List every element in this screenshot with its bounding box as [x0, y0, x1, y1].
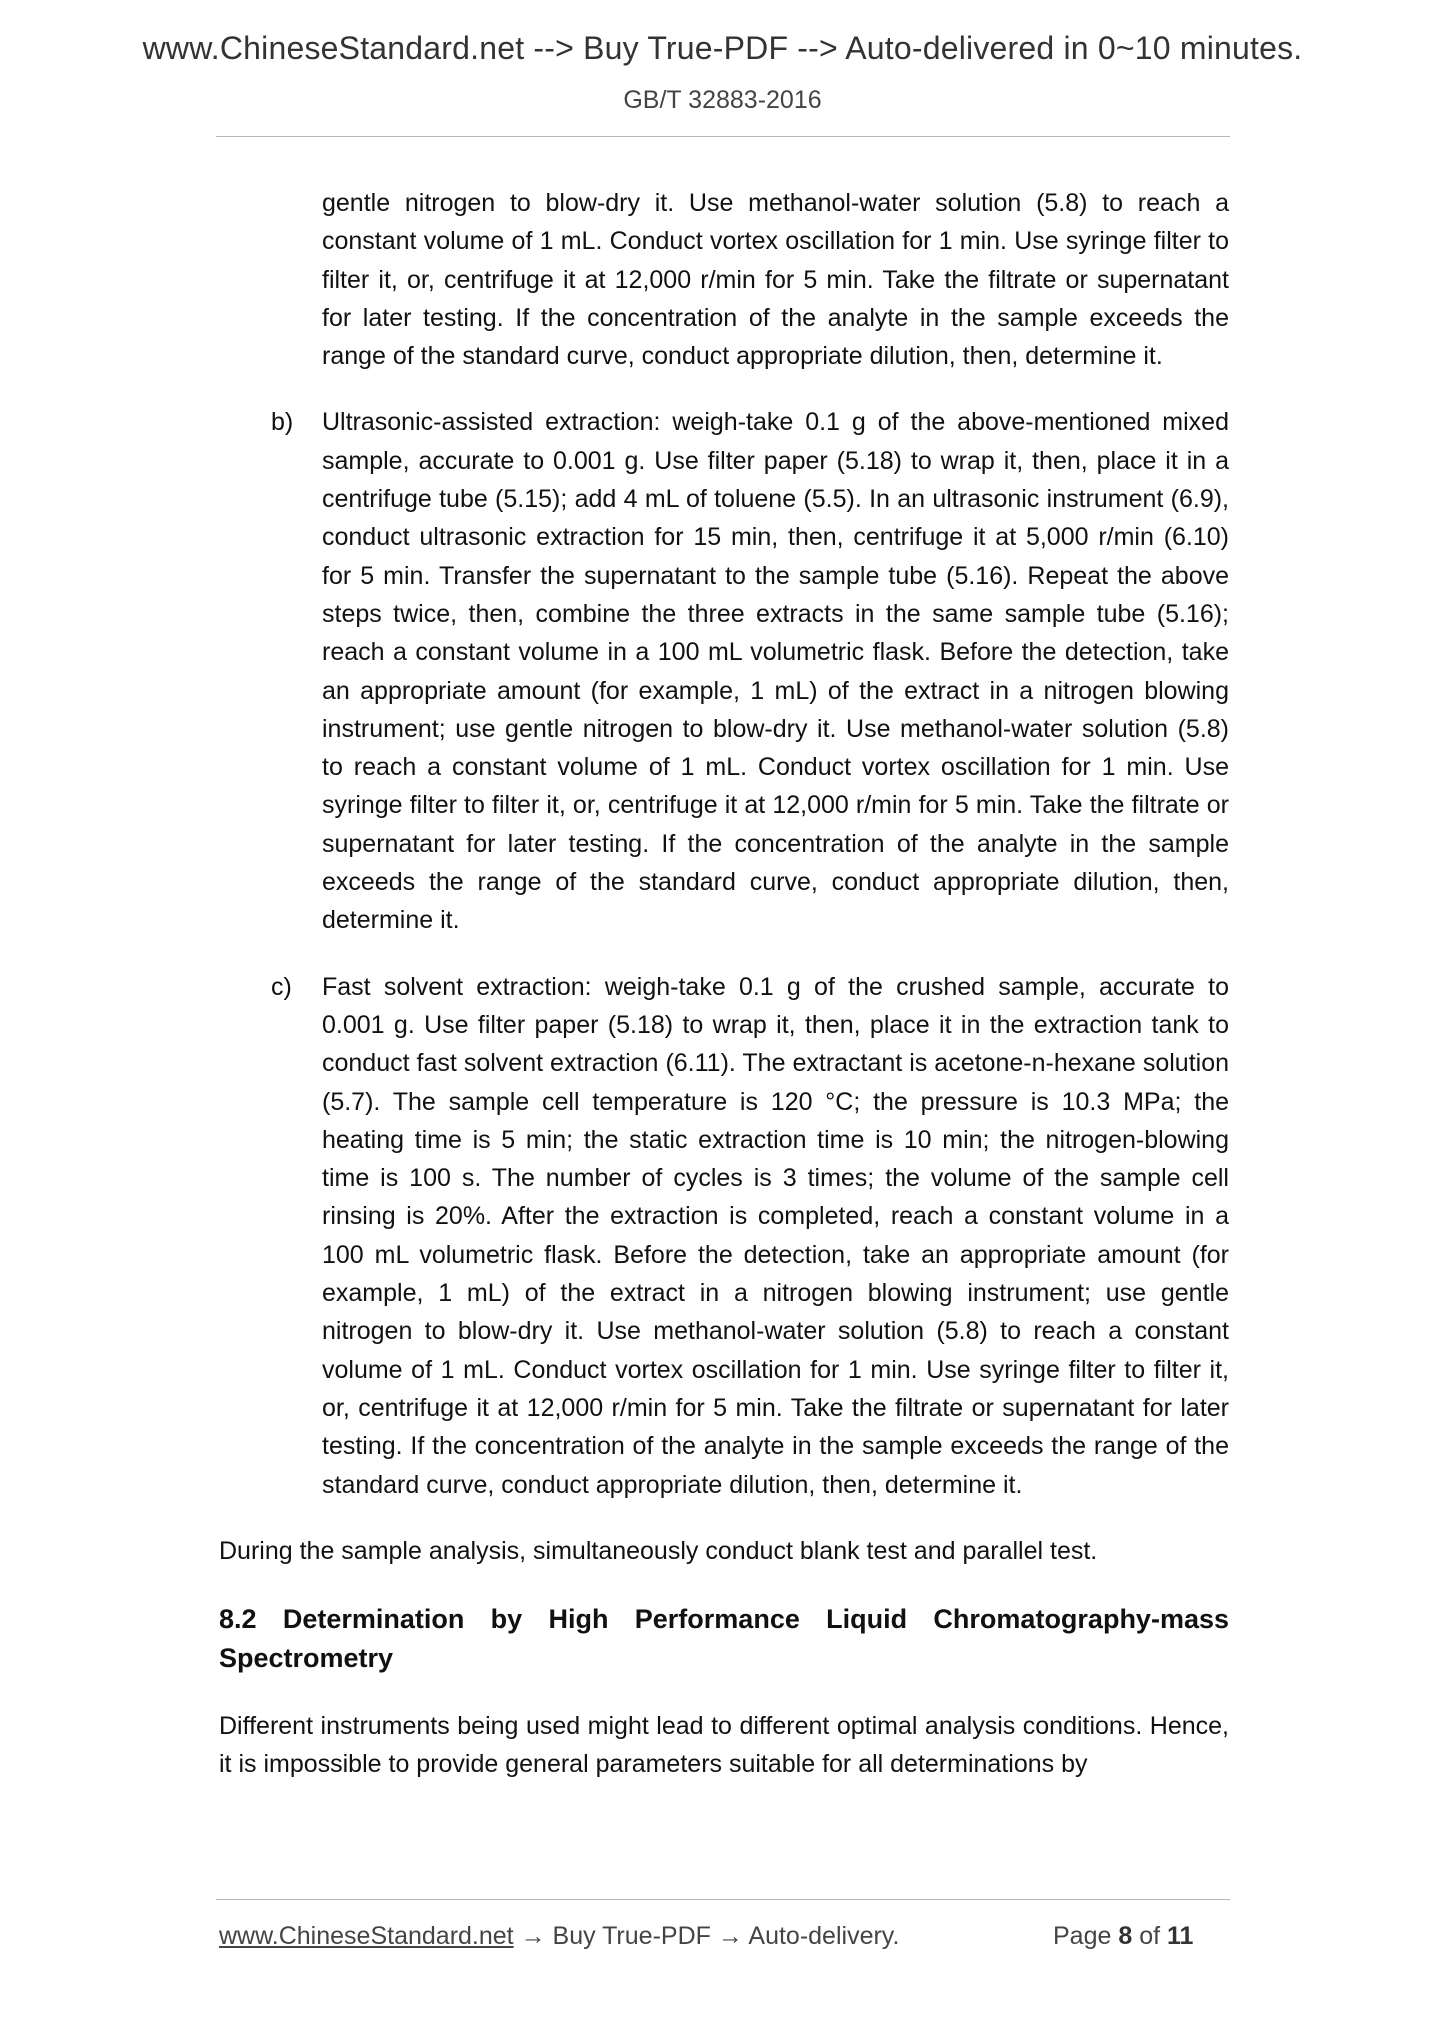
footer-divider: [216, 1899, 1230, 1900]
summary-paragraph: During the sample analysis, simultaneously conduct blank test and parallel test.: [219, 1536, 1098, 1565]
page-number: 8: [1118, 1922, 1133, 1950]
page-label: Page: [1053, 1922, 1112, 1950]
document-body: [219, 184, 1229, 1784]
section-heading: 8.2 Determination by High Performance Liquid Chromatography-mass Spectrometry: [219, 1604, 1229, 1673]
continuation-paragraph: gentle nitrogen to blow-dry it. Use methanol-water solution (5.8) to reach a constant volume of 1 mL. Conduct vortex oscillation for 1 min. Use syringe filter to filter it, or, centrifuge it at 12,000 r/min for 5 min. Take the filtrate or supernatant for later testing. If the concentration of the analyte in the sample exceeds the range of the standard curve, conduct appropriate dilution, then, determine it.: [322, 189, 1229, 371]
list-item-c: [219, 968, 1229, 1504]
footer-tagline-text: → Buy True-PDF → Auto-delivery.: [513, 1922, 900, 1950]
list-marker: b): [271, 408, 294, 437]
section-paragraph: Different instruments being used might lead to different optimal analysis conditions. Hence, it is impossible to provide general parameters suitable for all determinations by: [219, 1712, 1229, 1779]
page-counter: [1053, 1922, 1193, 1951]
of-label: of: [1139, 1922, 1161, 1950]
list-item-text: Fast solvent extraction: weigh-take 0.1 g of the crushed sample, accurate to 0.001 g. Use filter paper (5.18) to wrap it, then, place it in the extraction tank to conduct fast solvent extraction (6.11). The extractant is acetone-n-hexane solution (5.7). The sample cell temperature is 120 °C; the pressure is 10.3 MPa; the heating time is 5 min; the static extraction time is 10 min; the nitrogen-blowing time is 100 s. The number of cycles is 3 times; the volume of the sample cell rinsing is 20%. After the extraction is completed, reach a constant volume in a 100 mL volumetric flask. Before the detection, take an appropriate amount (for example, 1 mL) of the extract in a nitrogen blowing instrument; use gentle nitrogen to blow-dry it. Use methanol-water solution (5.8) to reach a constant volume of 1 mL. Conduct vortex oscillation for 1 min. Use syringe filter to filter it, or, centrifuge it at 12,000 r/min for 5 min. Take the filtrate or supernatant for later testing. If the concentration of the analyte in the sample exceeds the range of the standard curve, conduct appropriate dilution, then, determine it.: [322, 972, 1229, 1499]
list-item-b: [219, 403, 1229, 939]
top-banner: www.ChineseStandard.net --> Buy True-PDF --> Auto-delivered in 0~10 minutes.: [142, 30, 1303, 66]
total-pages: 11: [1167, 1922, 1194, 1950]
list-marker: c): [271, 972, 292, 1001]
list-item-text: Ultrasonic-assisted extraction: weigh-take 0.1 g of the above-mentioned mixed sample, accurate to 0.001 g. Use filter paper (5.18) to wrap it, then, place it in a centrifuge tube (5.15); add 4 mL of toluene (5.5). In an ultrasonic instrument (6.9), conduct ultrasonic extraction for 15 min, then, centrifuge it at 5,000 r/min (6.10) for 5 min. Transfer the supernatant to the sample tube (5.16). Repeat the above steps twice, then, combine the three extracts in the same sample tube (5.16); reach a constant volume in a 100 mL volumetric flask. Before the detection, take an appropriate amount (for example, 1 mL) of the extract in a nitrogen blowing instrument; use gentle nitrogen to blow-dry it. Use methanol-water solution (5.8) to reach a constant volume of 1 mL. Conduct vortex oscillation for 1 min. Use syringe filter to filter it, or, centrifuge it at 12,000 r/min for 5 min. Take the filtrate or supernatant for later testing. If the concentration of the analyte in the sample exceeds the range of the standard curve, conduct appropriate dilution, then, determine it.: [322, 408, 1229, 935]
footer-tagline: [219, 1922, 899, 1951]
standard-code: GB/T 32883-2016: [623, 86, 822, 114]
header-divider: [216, 136, 1230, 137]
footer-site-link[interactable]: www.ChineseStandard.net: [219, 1922, 514, 1950]
